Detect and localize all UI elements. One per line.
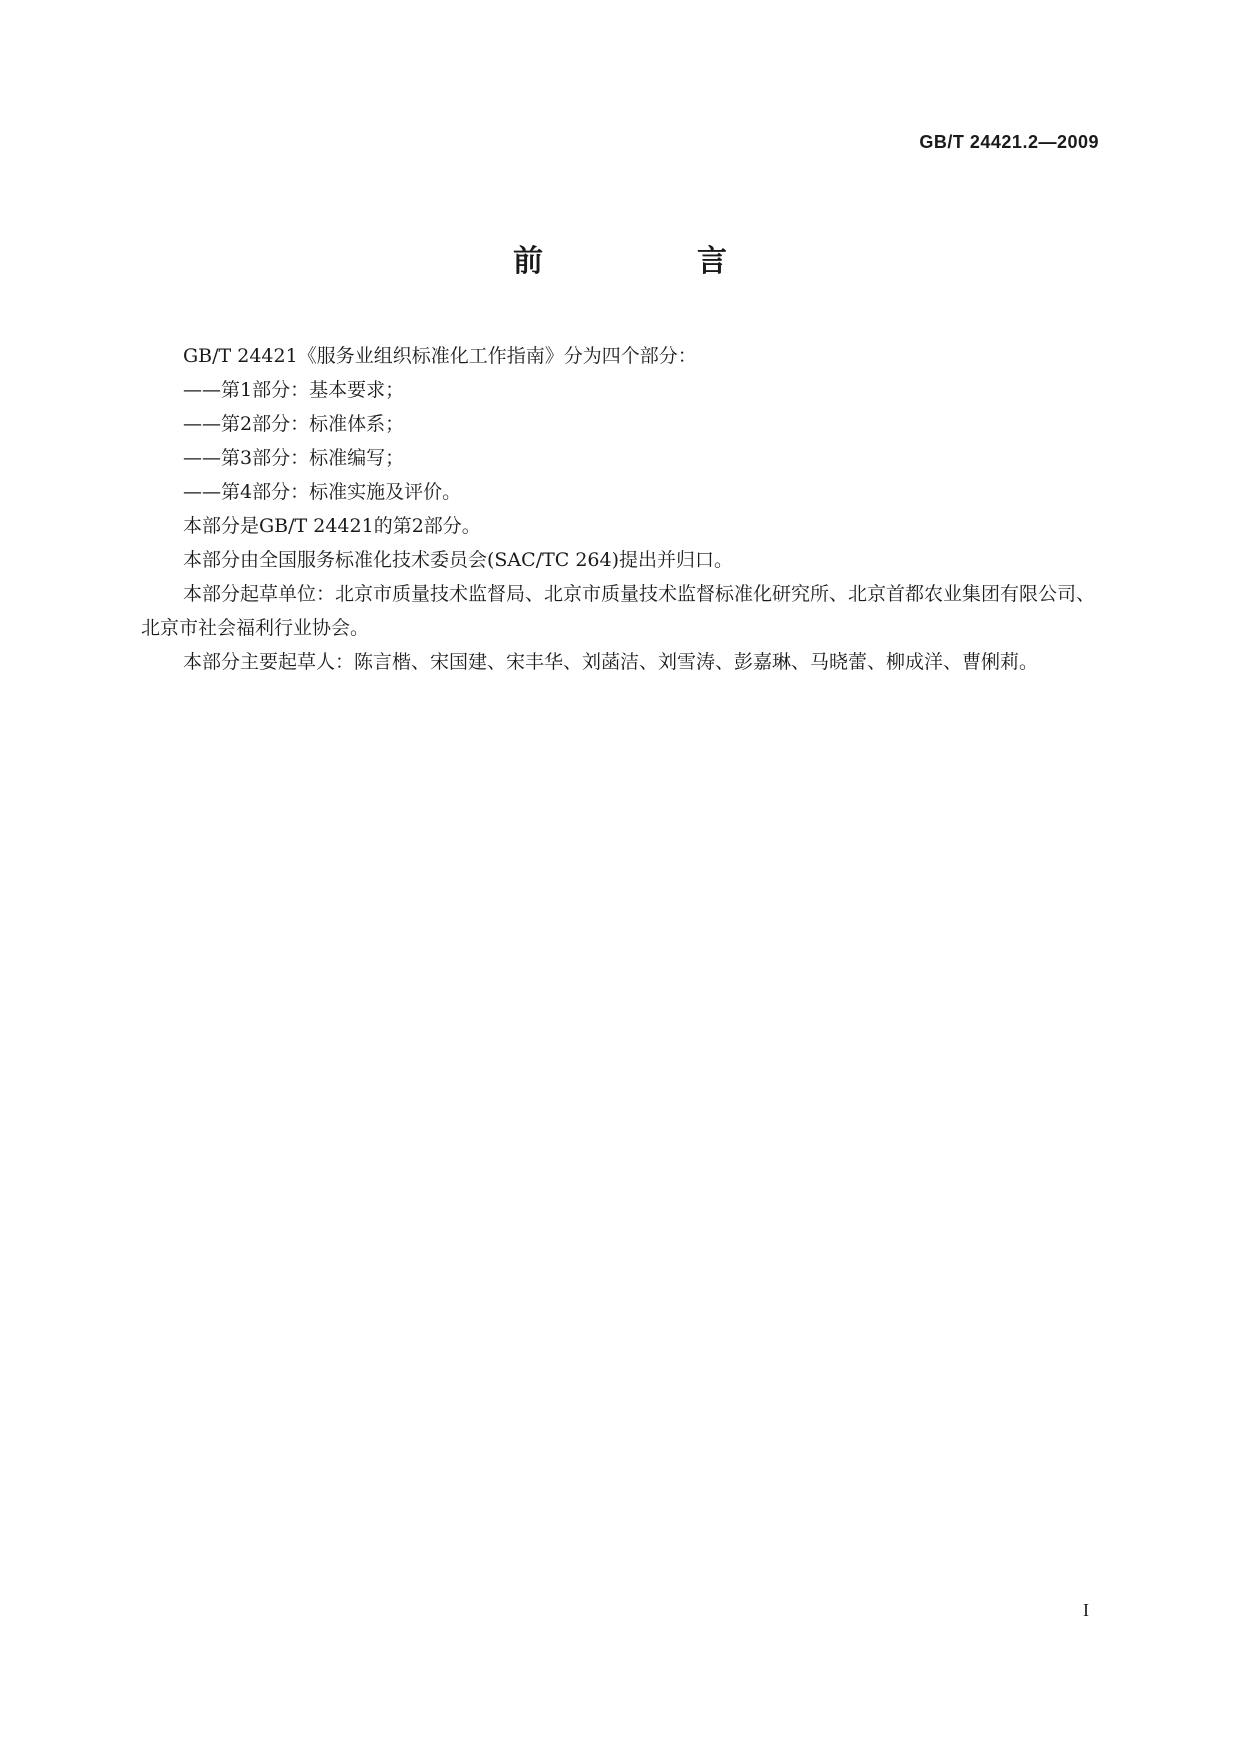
drafters: 本部分主要起草人：陈言楷、宋国建、宋丰华、刘菡洁、刘雪涛、彭嘉琳、马晓蕾、柳成洋、曹俐莉。 (183, 651, 1039, 673)
intro-paragraph: GB/T 24421《服务业组织标准化工作指南》分为四个部分： (183, 345, 697, 367)
part-item-3: ——第3部分：标准编写； (183, 447, 405, 469)
page-number: I (1083, 1600, 1089, 1620)
part-item-4: ——第4部分：标准实施及评价。 (183, 481, 462, 503)
standard-code: GB/T 24421.2—2009 (919, 132, 1099, 152)
part-statement: 本部分是GB/T 24421的第2部分。 (183, 515, 481, 537)
page-title: 前 言 (513, 244, 789, 279)
drafting-units: 本部分起草单位：北京市质量技术监督局、北京市质量技术监督标准化研究所、北京首都农业集团有限公司、北京市社会福利行业协会。 (141, 583, 1096, 639)
proposer-statement: 本部分由全国服务标准化技术委员会(SAC/TC 264)提出并归口。 (183, 549, 734, 571)
part-item-2: ——第2部分：标准体系； (183, 413, 405, 435)
part-item-1: ——第1部分：基本要求； (183, 379, 405, 401)
foreword-body (141, 339, 1101, 679)
